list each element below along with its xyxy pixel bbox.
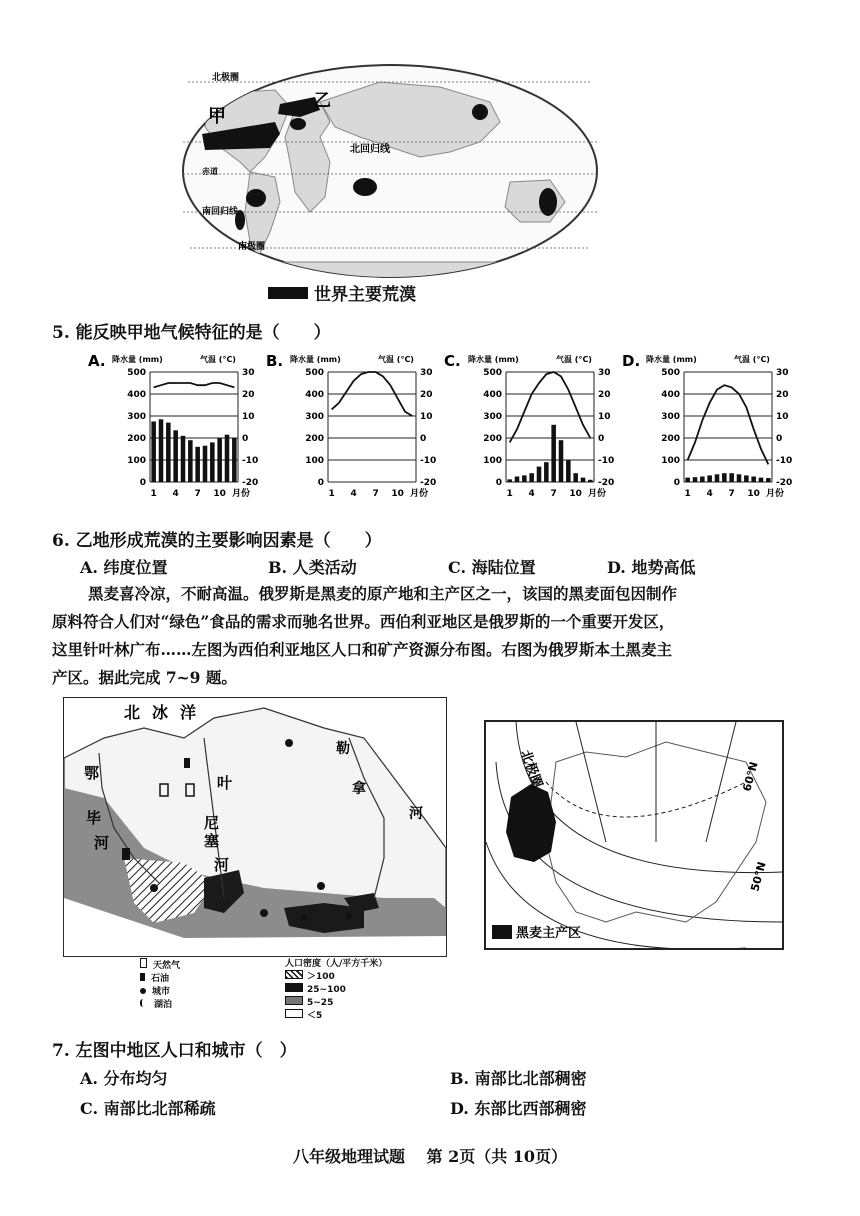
legend-density-25-100: 25~100 <box>285 983 387 996</box>
city-icon <box>140 988 146 994</box>
temp-line <box>154 383 235 387</box>
legend-lake: 湖泊 <box>140 999 180 1012</box>
temp-tick-label: 30 <box>242 368 255 378</box>
chart-option-letter: C. <box>444 352 461 370</box>
desert-small-1 <box>290 118 306 130</box>
label-arctic: 北极圈 <box>212 73 240 83</box>
desert-small-6 <box>539 188 557 216</box>
precip-tick-label: 0 <box>139 478 146 488</box>
precip-bar <box>722 473 727 482</box>
label-arctic-circle: 北极圈 <box>517 748 545 791</box>
precip-tick-label: 0 <box>673 478 680 488</box>
chart-precip-header: 降水量 (mm) <box>112 355 163 364</box>
precip-tick-label: 0 <box>317 478 324 488</box>
label-le-2: 拿 <box>352 781 366 797</box>
precip-bar <box>507 479 512 482</box>
precip-tick-label: 300 <box>483 412 502 422</box>
passage-line-4: 产区。据此完成 7~9 题。 <box>52 668 237 687</box>
month-tick-label: 10 <box>391 489 404 499</box>
precip-bar <box>729 473 734 482</box>
precip-bar <box>573 473 578 482</box>
q6-option-b[interactable]: B. 人类活动 <box>268 558 357 577</box>
precip-bar <box>159 419 164 482</box>
label-ob-3: 河 <box>94 834 110 852</box>
temp-tick-label: 20 <box>420 390 433 400</box>
passage-line-2: 原料符合人们对“绿色”食品的需求而驰名世界。西伯利亚地区是俄罗斯的一个重要开发区， <box>52 612 675 631</box>
legend-gas: 天然气 <box>140 958 180 973</box>
precip-bar <box>203 446 208 482</box>
city-dot <box>301 915 307 921</box>
precip-tick-label: 0 <box>495 478 502 488</box>
legend-density-5-25: 5~25 <box>285 996 387 1009</box>
precip-bar <box>210 442 215 482</box>
label-ye-3: 塞 <box>204 832 220 850</box>
precip-tick-label: 400 <box>483 390 502 400</box>
desert-legend-label: 世界主要荒漠 <box>314 285 416 305</box>
city-dot <box>285 739 293 747</box>
q6-option-d[interactable]: D. 地势高低 <box>607 558 696 577</box>
chart-temp-header: 气温 (°C) <box>200 355 236 364</box>
precip-tick-label: 400 <box>127 390 146 400</box>
desert-small-4 <box>353 178 377 196</box>
precip-bar <box>232 438 237 482</box>
temp-tick-label: 0 <box>242 434 249 444</box>
precip-bar <box>515 477 520 483</box>
label-50n: 50°N <box>748 860 769 893</box>
label-ye-4: 河 <box>214 856 230 874</box>
precip-bar <box>737 474 742 482</box>
white-swatch <box>285 1009 303 1018</box>
label-ob-1: 鄂 <box>84 764 100 782</box>
precip-tick-label: 100 <box>661 456 680 466</box>
rye-legend-swatch <box>492 925 512 939</box>
month-axis-label: 月份 <box>588 489 607 499</box>
lake-icon <box>140 999 148 1007</box>
month-axis-label: 月份 <box>766 489 785 499</box>
q7-option-b[interactable]: B. 南部比北部稠密 <box>450 1069 587 1088</box>
chart-option-letter: A. <box>88 352 106 370</box>
month-tick-label: 7 <box>194 489 201 499</box>
q7-option-d[interactable]: D. 东部比西部稠密 <box>450 1099 587 1118</box>
city-dot <box>150 884 158 892</box>
temp-tick-label: -20 <box>598 478 615 488</box>
q6-option-c[interactable]: C. 海陆位置 <box>448 558 536 577</box>
temp-line <box>688 385 769 464</box>
precip-tick-label: 400 <box>305 390 324 400</box>
precip-tick-label: 200 <box>305 434 324 444</box>
chart-temp-header: 气温 (°C) <box>734 355 770 364</box>
precip-tick-label: 100 <box>127 456 146 466</box>
temp-tick-label: 0 <box>776 434 783 444</box>
temp-tick-label: 20 <box>776 390 789 400</box>
temp-tick-label: -20 <box>420 478 437 488</box>
precip-bar <box>544 462 549 482</box>
precip-bar <box>685 478 690 482</box>
label-ob-2: 毕 <box>86 809 102 827</box>
q7-option-a[interactable]: A. 分布均匀 <box>80 1069 168 1088</box>
precip-bar <box>766 478 771 482</box>
question-6-stem: 6. 乙地形成荒漠的主要影响因素是（ ） <box>52 531 382 551</box>
temp-tick-label: -20 <box>776 478 793 488</box>
precip-tick-label: 500 <box>483 368 502 378</box>
passage-line-3: 这里针叶林广布……左图为西伯利亚地区人口和矿产资源分布图。右图为俄罗斯本土黑麦主 <box>52 640 673 659</box>
precip-bar <box>751 477 756 483</box>
temp-tick-label: -20 <box>242 478 259 488</box>
temp-tick-label: 10 <box>420 412 433 422</box>
temp-tick-label: 0 <box>598 434 605 444</box>
month-tick-label: 4 <box>706 489 713 499</box>
desert-legend-swatch <box>268 287 308 299</box>
precip-bar <box>181 436 186 482</box>
gas-icon <box>140 958 147 968</box>
precip-tick-label: 200 <box>661 434 680 444</box>
label-jia: 甲 <box>208 106 226 127</box>
month-tick-label: 1 <box>684 489 691 499</box>
legend-oil: 石油 <box>140 973 180 986</box>
rye-legend-label: 黑麦主产区 <box>516 926 582 941</box>
precip-tick-label: 500 <box>305 368 324 378</box>
city-dot <box>260 909 268 917</box>
chart-option-letter: B. <box>266 352 284 370</box>
desert-small-2 <box>246 189 266 207</box>
question-7-stem: 7. 左图中地区人口和城市（ ） <box>52 1041 297 1061</box>
chart-temp-header: 气温 (°C) <box>378 355 414 364</box>
siberia-map-svg <box>64 698 446 956</box>
month-axis-label: 月份 <box>232 489 251 499</box>
hatch-swatch <box>285 970 303 979</box>
temp-tick-label: 10 <box>776 412 789 422</box>
chart-precip-header: 降水量 (mm) <box>290 355 341 364</box>
month-tick-label: 7 <box>550 489 557 499</box>
world-desert-map <box>180 62 600 280</box>
label-60n: 60°N <box>740 760 761 793</box>
oil-icon <box>122 848 130 860</box>
legend-city: 城市 <box>140 986 180 999</box>
rye-map <box>484 720 784 950</box>
month-tick-label: 1 <box>328 489 335 499</box>
precip-bar <box>759 478 764 482</box>
city-dot <box>317 882 325 890</box>
chart-option-letter: D. <box>622 352 641 370</box>
temp-tick-label: 20 <box>242 390 255 400</box>
precip-tick-label: 300 <box>661 412 680 422</box>
precip-tick-label: 100 <box>305 456 324 466</box>
oil-icon <box>140 973 145 981</box>
rye-main-region <box>506 784 556 862</box>
precip-bar <box>151 422 156 483</box>
month-tick-label: 1 <box>150 489 157 499</box>
label-tropic-n: 北回归线 <box>350 144 390 155</box>
precip-bar <box>693 477 698 482</box>
question-5-stem: 5. 能反映甲地气候特征的是（ ） <box>52 323 331 343</box>
chart-precip-header: 降水量 (mm) <box>646 355 697 364</box>
chart-temp-header: 气温 (°C) <box>556 355 592 364</box>
climate-charts <box>88 350 793 510</box>
precip-tick-label: 300 <box>127 412 146 422</box>
precip-tick-label: 200 <box>127 434 146 444</box>
precip-bar <box>195 447 200 482</box>
month-tick-label: 10 <box>569 489 582 499</box>
temp-tick-label: 30 <box>420 368 433 378</box>
precip-tick-label: 500 <box>661 368 680 378</box>
siberia-legend <box>140 958 440 1021</box>
precip-bar <box>188 440 193 482</box>
world-map-svg <box>180 62 600 280</box>
precip-tick-label: 500 <box>127 368 146 378</box>
precip-bar <box>715 474 720 482</box>
precip-bar <box>707 475 712 482</box>
label-equator: 赤道 <box>202 167 218 176</box>
temp-tick-label: 30 <box>598 368 611 378</box>
precip-bar <box>225 435 230 482</box>
chart-precip-header: 降水量 (mm) <box>468 355 519 364</box>
temp-tick-label: 20 <box>598 390 611 400</box>
month-axis-label: 月份 <box>410 489 429 499</box>
rye-map-svg <box>486 722 782 948</box>
temp-tick-label: -10 <box>242 456 259 466</box>
q6-option-a[interactable]: A. 纬度位置 <box>80 558 168 577</box>
temp-tick-label: -10 <box>598 456 615 466</box>
precip-bar <box>529 473 534 482</box>
precip-bar <box>700 477 705 483</box>
q7-option-c[interactable]: C. 南部比北部稀疏 <box>80 1099 216 1118</box>
desert-legend <box>268 280 416 305</box>
oil-icon <box>184 758 190 768</box>
legend-density-lt5: ＜5 <box>285 1009 387 1022</box>
label-ye-2: 尼 <box>204 814 220 832</box>
month-tick-label: 4 <box>528 489 535 499</box>
precip-bar <box>217 438 222 482</box>
precip-bar <box>744 475 749 482</box>
gray-swatch <box>285 996 303 1005</box>
month-tick-label: 7 <box>372 489 379 499</box>
precip-bar <box>166 423 171 482</box>
label-yi: 乙 <box>314 91 331 111</box>
temp-tick-label: -10 <box>776 456 793 466</box>
passage-line-1: 黑麦喜冷凉，不耐高温。俄罗斯是黑麦的原产地和主产区之一，该国的黑麦面包因制作 <box>88 584 678 603</box>
city-dot <box>346 913 352 919</box>
precip-bar <box>522 475 527 482</box>
month-tick-label: 10 <box>747 489 760 499</box>
month-tick-label: 7 <box>728 489 735 499</box>
precip-bar <box>566 460 571 482</box>
label-tropic-s: 南回归线 <box>202 207 239 217</box>
precip-bar <box>559 440 564 482</box>
precip-tick-label: 400 <box>661 390 680 400</box>
precip-tick-label: 300 <box>305 412 324 422</box>
temp-line <box>510 372 591 442</box>
temp-tick-label: 10 <box>242 412 255 422</box>
month-tick-label: 10 <box>213 489 226 499</box>
dark-swatch <box>285 983 303 992</box>
month-tick-label: 1 <box>506 489 513 499</box>
page-footer: 八年级地理试题 第 2页（共 10页） <box>292 1147 568 1166</box>
label-antarctic: 南极圈 <box>238 242 266 252</box>
legend-density-title: 人口密度（人/平方千米） <box>285 959 388 969</box>
precip-bar <box>537 467 542 482</box>
temp-tick-label: 30 <box>776 368 789 378</box>
precip-bar <box>551 425 556 482</box>
legend-density-gt100: ＞100 <box>285 970 387 983</box>
label-le-3: 河 <box>409 806 423 822</box>
precip-bar <box>173 430 178 482</box>
temp-tick-label: 10 <box>598 412 611 422</box>
climate-charts-svg <box>88 350 793 510</box>
desert-small-5 <box>472 104 488 120</box>
precip-tick-label: 200 <box>483 434 502 444</box>
passage <box>52 580 822 692</box>
month-tick-label: 4 <box>350 489 357 499</box>
temp-tick-label: -10 <box>420 456 437 466</box>
temp-tick-label: 0 <box>420 434 427 444</box>
precip-bar <box>588 480 593 482</box>
label-arctic-ocean: 北冰洋 <box>124 703 209 722</box>
precip-tick-label: 100 <box>483 456 502 466</box>
siberia-map <box>63 697 447 957</box>
label-le-1: 勒 <box>336 741 350 757</box>
label-ye-1: 叶 <box>217 774 233 792</box>
precip-bar <box>581 478 586 482</box>
month-tick-label: 4 <box>172 489 179 499</box>
